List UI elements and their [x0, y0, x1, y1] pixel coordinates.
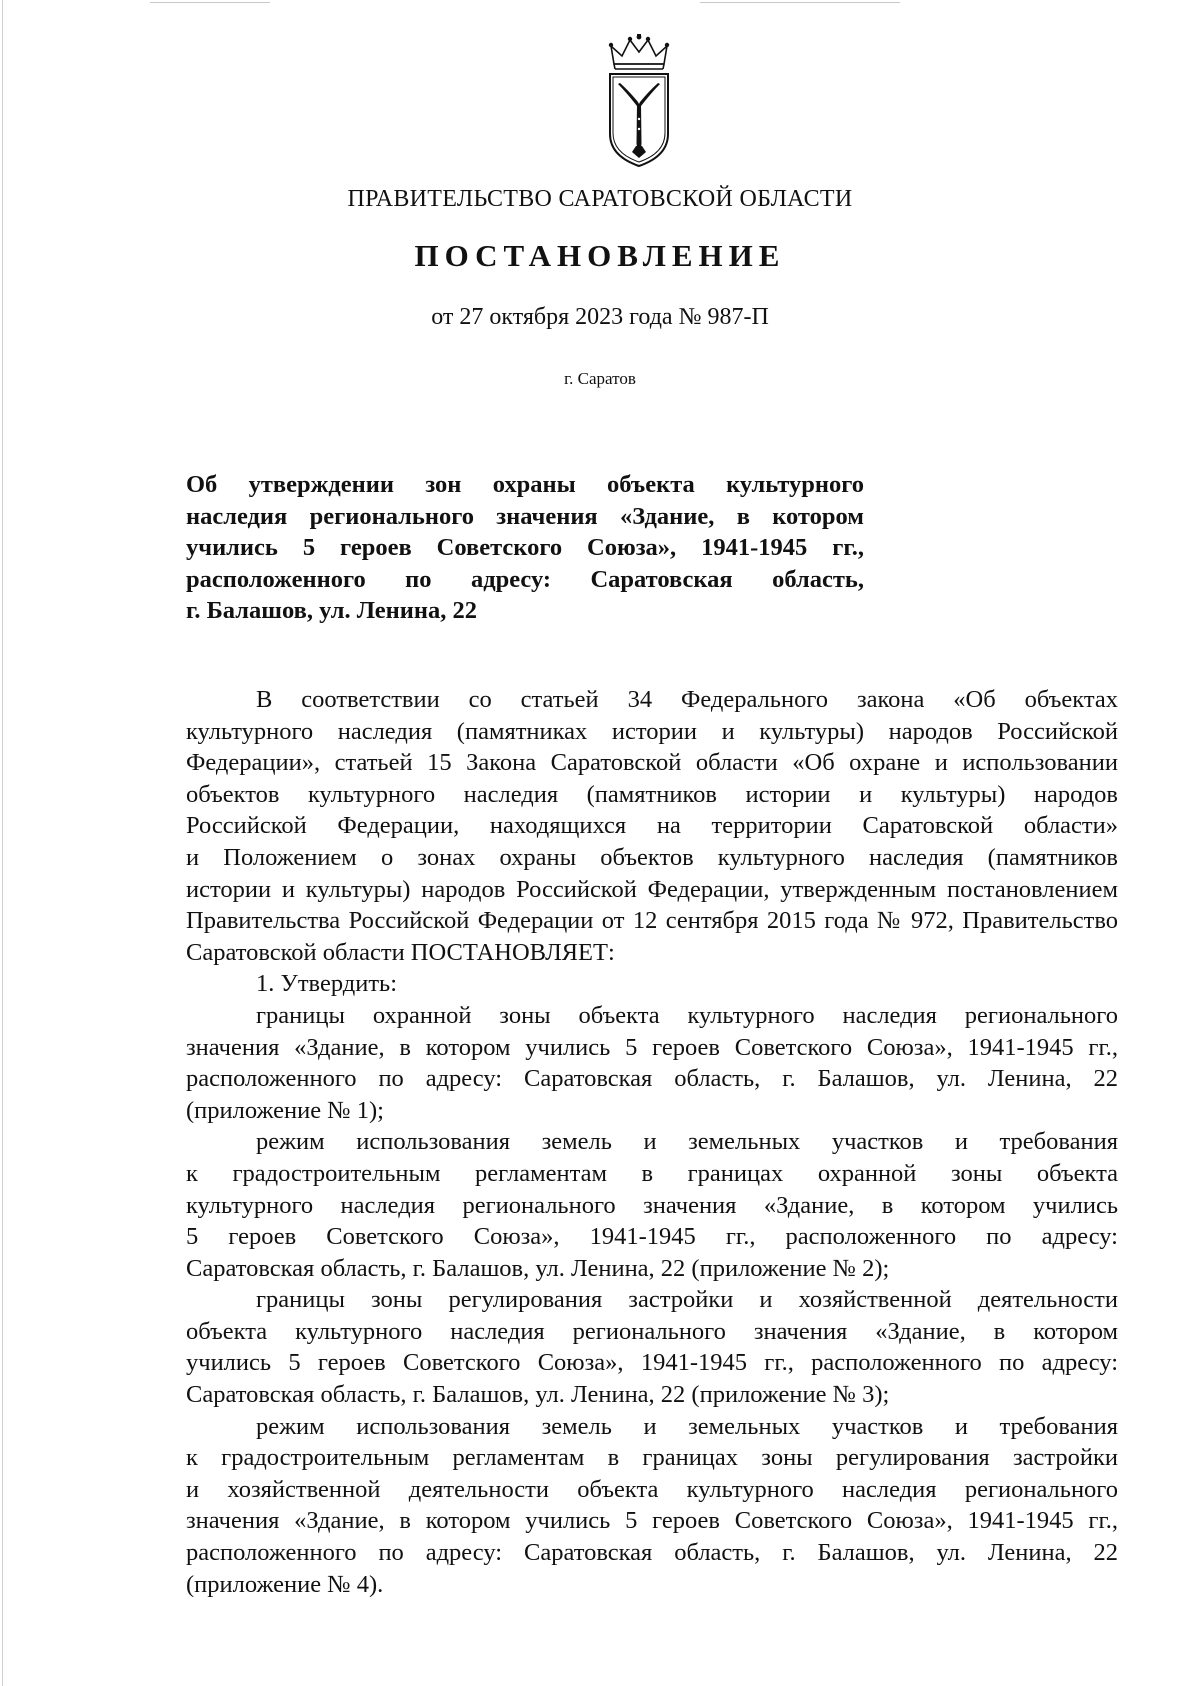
body-line: к градостроительным регламентам в границах охранной зоны объекта	[186, 1159, 1118, 1187]
body-line: объектов культурного наследия (памятников истории и культуры) народов	[186, 780, 1118, 808]
body-line: учились 5 героев Советского Союза», 1941-1945 гг., расположенного по адресу:	[186, 1349, 1118, 1377]
document-title	[186, 469, 864, 627]
body-line: и хозяйственной деятельности объекта культурного наследия регионального	[186, 1475, 1118, 1503]
body-line: (приложение № 4).	[186, 1570, 384, 1598]
body-line: границы зоны регулирования застройки и хозяйственной деятельности	[256, 1286, 1118, 1314]
body-line: границы охранной зоны объекта культурного наследия регионального	[256, 1001, 1118, 1029]
body-line: объекта культурного наследия регионального значения «Здание, в котором	[186, 1317, 1118, 1345]
body-line: значения «Здание, в котором учились 5 героев Советского Союза», 1941-1945 гг.,	[186, 1033, 1118, 1061]
body-line: Саратовская область, г. Балашов, ул. Ленина, 22 (приложение № 3);	[186, 1381, 890, 1409]
paragraph-regulation-zone-boundaries	[186, 1284, 1118, 1410]
body-line: режим использования земель и земельных участков и требования	[256, 1412, 1118, 1440]
paragraph-item-1	[186, 968, 1118, 1000]
title-line: Об утверждении зон охраны объекта культурного	[186, 471, 864, 498]
title-line: наследия регионального значения «Здание, в котором	[186, 502, 864, 530]
paragraph-regulation-zone-regime	[186, 1411, 1118, 1601]
body-line: культурного наследия регионального значения «Здание, в котором учились	[186, 1191, 1118, 1219]
body-line: 1. Утвердить:	[256, 970, 398, 998]
body-line: истории и культуры) народов Российской Федерации, утвержденным постановлением	[186, 875, 1118, 903]
body-line: Федерации», статьей 15 Закона Саратовской области «Об охране и использовании	[186, 749, 1118, 777]
title-line: г. Балашов, ул. Ленина, 22	[186, 597, 478, 624]
document-type: ПОСТАНОВЛЕНИЕ	[414, 238, 786, 273]
body-line: (приложение № 1);	[186, 1096, 384, 1124]
paragraph-protection-zone-regime	[186, 1126, 1118, 1284]
body-line: Правительства Российской Федерации от 12 сентября 2015 года № 972, Правительство	[186, 907, 1118, 935]
paragraph-protection-zone-boundaries	[186, 1000, 1118, 1126]
body-line: Российской Федерации, находящихся на территории Саратовской области»	[186, 812, 1118, 840]
document-body	[186, 684, 1118, 1600]
body-line: Саратовской области ПОСТАНОВЛЯЕТ:	[186, 938, 615, 966]
body-line: В соответствии со статьей 34 Федерального закона «Об объектах	[256, 686, 1118, 713]
saratov-coat-of-arms-icon	[604, 34, 674, 169]
body-line: расположенного по адресу: Саратовская область, г. Балашов, ул. Ленина, 22	[186, 1539, 1118, 1567]
document-date-number: от 27 октября 2023 года № 987-П	[431, 304, 769, 330]
body-line: к градостроительным регламентам в границах зоны регулирования застройки	[186, 1444, 1118, 1472]
body-line: расположенного по адресу: Саратовская область, г. Балашов, ул. Ленина, 22	[186, 1065, 1118, 1093]
scan-edge-mark	[700, 2, 900, 3]
body-line: культурного наследия (памятниках истории и культуры) народов Российской	[186, 717, 1118, 745]
body-line: 5 героев Советского Союза», 1941-1945 гг., расположенного по адресу:	[186, 1223, 1118, 1251]
body-line: Саратовская область, г. Балашов, ул. Ленина, 22 (приложение № 2);	[186, 1254, 890, 1282]
scan-edge-mark	[150, 2, 270, 3]
title-line: расположенного по адресу: Саратовская область,	[186, 565, 864, 593]
body-line: значения «Здание, в котором учились 5 героев Советского Союза», 1941-1945 гг.,	[186, 1507, 1118, 1535]
document-city: г. Саратов	[564, 369, 636, 388]
paragraph-preamble	[186, 684, 1118, 968]
body-line: режим использования земель и земельных участков и требования	[256, 1128, 1118, 1156]
title-line: учились 5 героев Советского Союза», 1941-1945 гг.,	[186, 534, 864, 561]
government-name: ПРАВИТЕЛЬСТВО САРАТОВСКОЙ ОБЛАСТИ	[347, 186, 853, 212]
body-line: и Положением о зонах охраны объектов культурного наследия (памятников	[186, 843, 1118, 871]
